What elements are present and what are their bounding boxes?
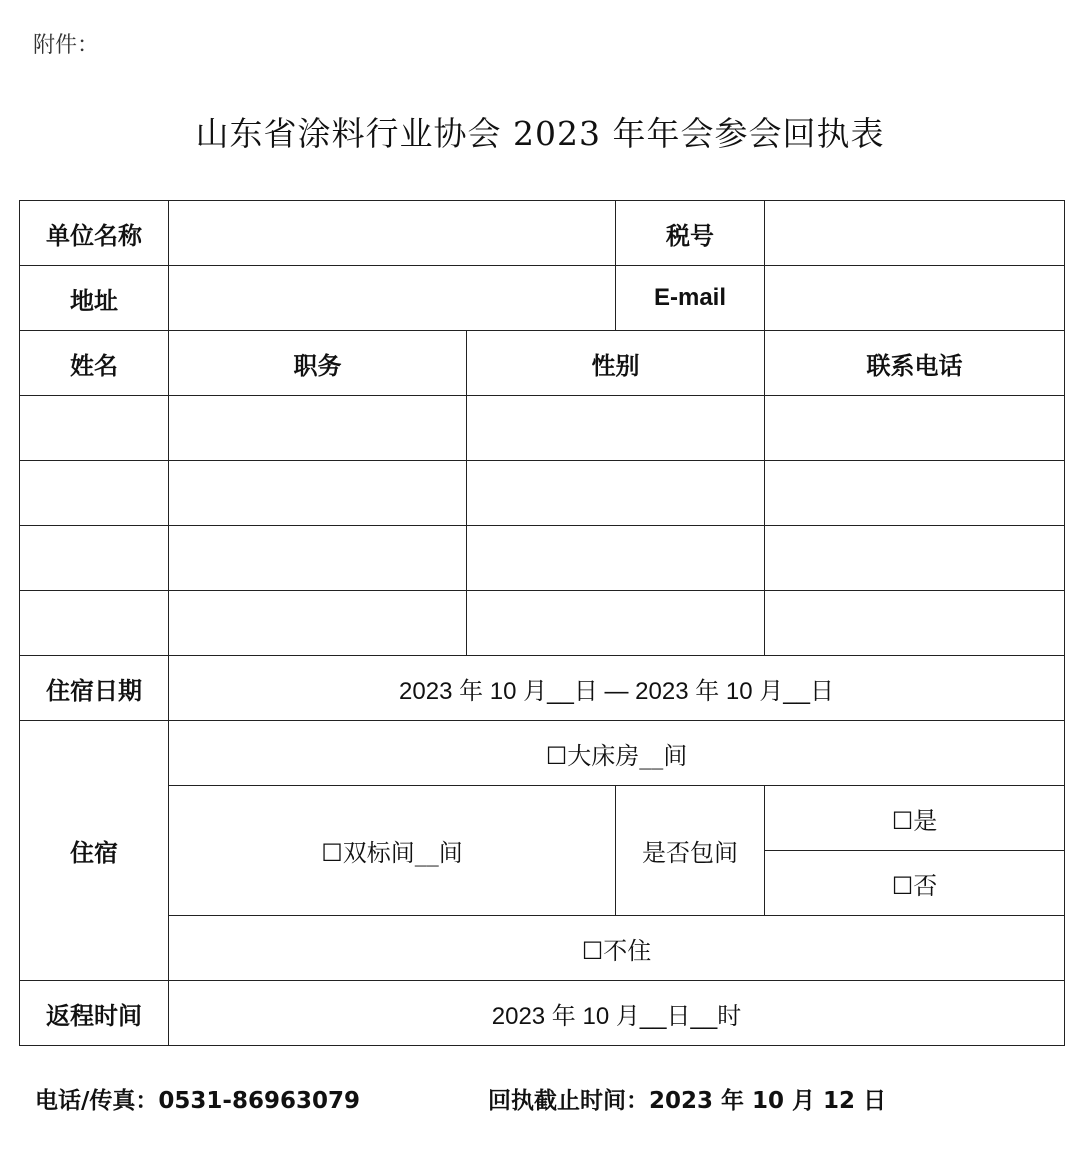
return-time-value[interactable]: 2023 年 10 月__日__时	[169, 981, 1065, 1046]
attendee-name-field[interactable]	[20, 526, 169, 591]
stay-dates-label: 住宿日期	[20, 656, 169, 721]
lodging-row-none	[20, 916, 1065, 981]
attendee-gender-field[interactable]	[467, 591, 765, 656]
email-field[interactable]	[765, 266, 1065, 331]
attendee-name-field[interactable]	[20, 396, 169, 461]
phone-fax-text: 电话/传真：0531-86963079	[35, 1088, 360, 1114]
deadline-text: 回执截止时间：2023 年 10 月 12 日	[488, 1088, 887, 1114]
lodging-row-king	[20, 721, 1065, 786]
column-header-name: 姓名	[20, 331, 169, 396]
private-room-label: 是否包间	[616, 786, 765, 916]
attendee-gender-field[interactable]	[467, 526, 765, 591]
attendee-name-field[interactable]	[20, 591, 169, 656]
unit-name-label: 单位名称	[20, 201, 169, 266]
page-title: 山东省涂料行业协会 2023 年年会参会回执表	[195, 114, 885, 153]
address-row	[20, 266, 1065, 331]
attendee-row	[20, 591, 1065, 656]
registration-form-table	[19, 200, 1065, 1046]
attendee-position-field[interactable]	[169, 461, 467, 526]
stay-dates-row	[20, 656, 1065, 721]
attendee-position-field[interactable]	[169, 526, 467, 591]
return-time-label: 返程时间	[20, 981, 169, 1046]
no-stay-option[interactable]: ☐不住	[169, 916, 1065, 981]
attendee-row	[20, 461, 1065, 526]
attachment-label: 附件：	[33, 33, 100, 58]
column-header-phone: 联系电话	[765, 331, 1065, 396]
attendee-row	[20, 396, 1065, 461]
column-header-position: 职务	[169, 331, 467, 396]
unit-row	[20, 201, 1065, 266]
lodging-row-twin	[20, 786, 1065, 851]
column-header-gender: 性别	[467, 331, 765, 396]
address-label: 地址	[20, 266, 169, 331]
attendee-phone-field[interactable]	[765, 591, 1065, 656]
return-row	[20, 981, 1065, 1046]
email-label: E-mail	[616, 266, 765, 331]
private-room-yes-option[interactable]: ☐是	[765, 786, 1065, 851]
twin-room-option[interactable]: ☐双标间__间	[169, 786, 616, 916]
attendee-gender-field[interactable]	[467, 396, 765, 461]
attendee-name-field[interactable]	[20, 461, 169, 526]
private-room-no-option[interactable]: ☐否	[765, 851, 1065, 916]
tax-id-label: 税号	[616, 201, 765, 266]
king-room-option[interactable]: ☐大床房__间	[169, 721, 1065, 786]
attendee-phone-field[interactable]	[765, 396, 1065, 461]
stay-dates-value[interactable]: 2023 年 10 月__日 — 2023 年 10 月__日	[169, 656, 1065, 721]
attendee-gender-field[interactable]	[467, 461, 765, 526]
address-field[interactable]	[169, 266, 616, 331]
attendee-row	[20, 526, 1065, 591]
attendee-phone-field[interactable]	[765, 526, 1065, 591]
attendee-position-field[interactable]	[169, 591, 467, 656]
attendee-header-row	[20, 331, 1065, 396]
attendee-phone-field[interactable]	[765, 461, 1065, 526]
tax-id-field[interactable]	[765, 201, 1065, 266]
lodging-label: 住宿	[20, 721, 169, 981]
unit-name-field[interactable]	[169, 201, 616, 266]
attendee-position-field[interactable]	[169, 396, 467, 461]
